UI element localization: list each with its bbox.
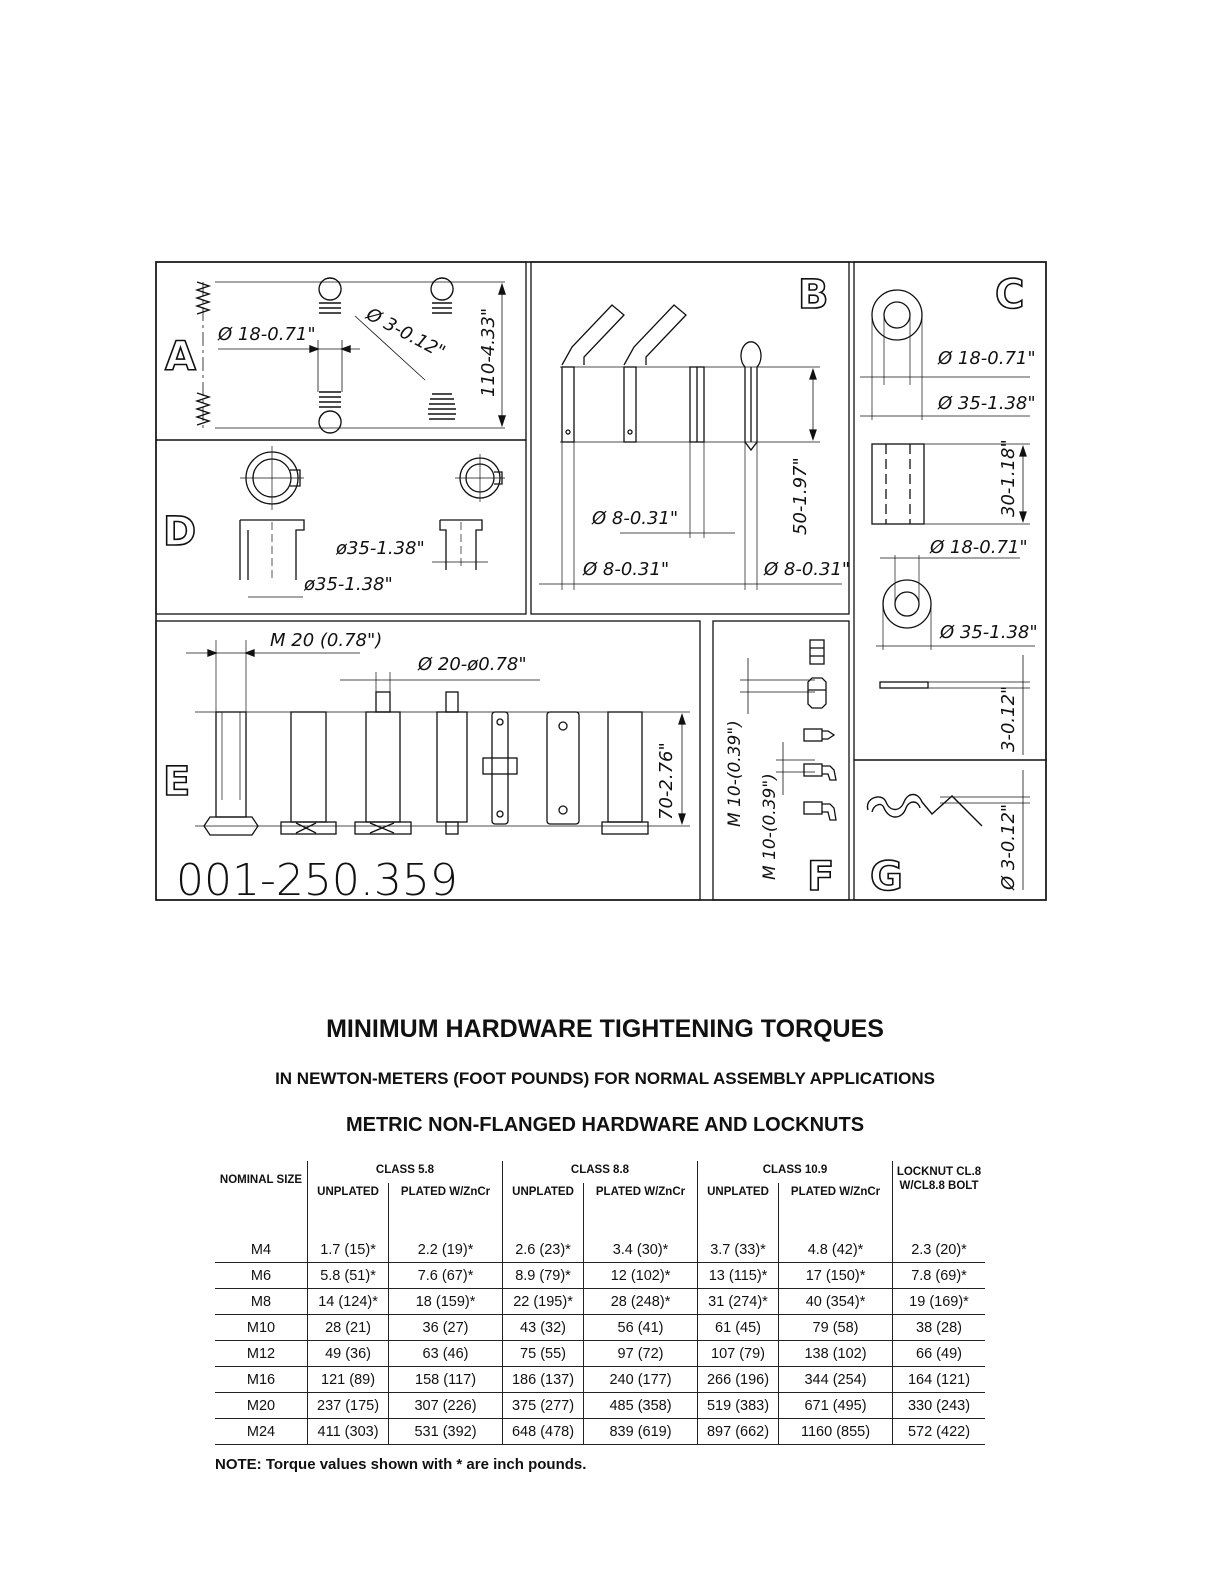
dim-d-1: ø35-1.38": [336, 538, 425, 559]
torque-cell: 3.7 (33)*: [697, 1237, 778, 1263]
torque-cell: 3.4 (30)*: [584, 1237, 698, 1263]
torque-cell: 18 (159)*: [389, 1289, 503, 1315]
dim-a-1: Ø 18-0.71": [218, 324, 316, 345]
torque-cell: 572 (422): [893, 1419, 986, 1445]
torque-cell: 2.2 (19)*: [389, 1237, 503, 1263]
torque-cell: 56 (41): [584, 1315, 698, 1341]
dim-e-2: Ø 20-ø0.78": [418, 654, 527, 675]
header-5-8-plated: PLATED W/ZnCr: [389, 1183, 503, 1237]
dim-b-2: Ø 8-0.31": [583, 559, 670, 580]
section-c-letter: C: [995, 272, 1025, 318]
dim-c-5: Ø 35-1.38": [940, 622, 1038, 643]
torque-cell: 375 (277): [502, 1393, 583, 1419]
torque-cell: 330 (243): [893, 1393, 986, 1419]
table-row: [215, 1315, 985, 1341]
size-cell: M6: [215, 1263, 308, 1289]
size-cell: M20: [215, 1393, 308, 1419]
section-g-letter: G: [870, 854, 903, 900]
dim-c-3: 30-1.18": [998, 439, 1019, 517]
torque-cell: 75 (55): [502, 1341, 583, 1367]
torque-cell: 671 (495): [779, 1393, 893, 1419]
torque-cell: 22 (195)*: [502, 1289, 583, 1315]
size-cell: M12: [215, 1341, 308, 1367]
torque-cell: 1160 (855): [779, 1419, 893, 1445]
size-cell: M24: [215, 1419, 308, 1445]
torque-cell: 49 (36): [308, 1341, 389, 1367]
torque-cell: 138 (102): [779, 1341, 893, 1367]
torque-cell: 8.9 (79)*: [502, 1263, 583, 1289]
dim-e-1: M 20 (0.78"): [270, 630, 383, 651]
table-row: [215, 1289, 985, 1315]
dim-c-6: 3-0.12": [998, 685, 1019, 752]
table-row: [215, 1393, 985, 1419]
dim-a-3: 110-4.33": [478, 307, 499, 397]
torque-cell: 839 (619): [584, 1419, 698, 1445]
section-d-letter: D: [163, 509, 197, 555]
torque-cell: 2.3 (20)*: [893, 1237, 986, 1263]
dim-b-4: 50-1.97": [790, 457, 811, 535]
dim-c-2: Ø 35-1.38": [938, 393, 1036, 414]
torque-cell: 28 (21): [308, 1315, 389, 1341]
dim-b-1: Ø 8-0.31": [592, 508, 679, 529]
section-f-fittings: [740, 640, 836, 820]
torque-cell: 31 (274)*: [697, 1289, 778, 1315]
torque-cell: 17 (150)*: [779, 1263, 893, 1289]
header-locknut: LOCKNUT CL.8 W/CL8.8 BOLT: [893, 1161, 986, 1237]
size-cell: M8: [215, 1289, 308, 1315]
torque-cell: 14 (124)*: [308, 1289, 389, 1315]
torque-subtitle: IN NEWTON-METERS (FOOT POUNDS) FOR NORMAL ASSEMBLY APPLICATIONS: [275, 1069, 935, 1088]
torque-cell: 897 (662): [697, 1419, 778, 1445]
torque-cell: 266 (196): [697, 1367, 778, 1393]
torque-subtitle-2: METRIC NON-FLANGED HARDWARE AND LOCKNUTS: [345, 1114, 865, 1136]
torque-cell: 13 (115)*: [697, 1263, 778, 1289]
table-row: [215, 1419, 985, 1445]
torque-title: MINIMUM HARDWARE TIGHTENING TORQUES: [326, 1015, 884, 1043]
size-cell: M10: [215, 1315, 308, 1341]
torque-cell: 2.6 (23)*: [502, 1237, 583, 1263]
dim-f-1: M 10-(0.39"): [725, 720, 745, 827]
torque-cell: 158 (117): [389, 1367, 503, 1393]
dim-b-3: Ø 8-0.31": [764, 559, 851, 580]
torque-cell: 648 (478): [502, 1419, 583, 1445]
torque-cell: 107 (79): [697, 1341, 778, 1367]
torque-cell: 40 (354)*: [779, 1289, 893, 1315]
torque-cell: 61 (45): [697, 1315, 778, 1341]
table-row: [215, 1263, 985, 1289]
size-cell: M16: [215, 1367, 308, 1393]
torque-cell: 79 (58): [779, 1315, 893, 1341]
dim-a-2: Ø 3-0.12": [362, 303, 449, 363]
part-number: 001-250.359: [176, 855, 458, 906]
torque-cell: 7.8 (69)*: [893, 1263, 986, 1289]
torque-note: NOTE: Torque values shown with * are inch pounds.: [215, 1456, 587, 1473]
section-b-letter: B: [798, 272, 829, 318]
torque-cell: 411 (303): [308, 1419, 389, 1445]
header-8-8-plated: PLATED W/ZnCr: [584, 1183, 698, 1237]
header-class-8-8: CLASS 8.8: [502, 1161, 697, 1183]
torque-table-body: [215, 1237, 985, 1445]
section-e-letter: E: [163, 759, 191, 805]
torque-cell: 7.6 (67)*: [389, 1263, 503, 1289]
torque-cell: 519 (383): [697, 1393, 778, 1419]
dim-d-2: ø35-1.38": [304, 574, 393, 595]
size-cell: M4: [215, 1237, 308, 1263]
torque-cell: 19 (169)*: [893, 1289, 986, 1315]
torque-cell: 307 (226): [389, 1393, 503, 1419]
torque-cell: 237 (175): [308, 1393, 389, 1419]
section-b-pins: [539, 305, 842, 590]
torque-cell: 186 (137): [502, 1367, 583, 1393]
torque-cell: 36 (27): [389, 1315, 503, 1341]
table-row: [215, 1367, 985, 1393]
torque-cell: 4.8 (42)*: [779, 1237, 893, 1263]
torque-cell: 12 (102)*: [584, 1263, 698, 1289]
torque-cell: 485 (358): [584, 1393, 698, 1419]
torque-cell: 531 (392): [389, 1419, 503, 1445]
section-f-letter: F: [807, 854, 835, 900]
torque-cell: 121 (89): [308, 1367, 389, 1393]
header-class-10-9: CLASS 10.9: [697, 1161, 892, 1183]
header-10-9-unplated: UNPLATED: [697, 1183, 778, 1237]
dim-c-1: Ø 18-0.71": [938, 348, 1036, 369]
torque-cell: 344 (254): [779, 1367, 893, 1393]
torque-cell: 164 (121): [893, 1367, 986, 1393]
torque-cell: 28 (248)*: [584, 1289, 698, 1315]
torque-cell: 240 (177): [584, 1367, 698, 1393]
torque-cell: 38 (28): [893, 1315, 986, 1341]
dim-c-4: Ø 18-0.71": [930, 537, 1028, 558]
section-a-springs: [197, 278, 505, 433]
dim-g-1: Ø 3-0.12": [998, 803, 1019, 890]
torque-table: [215, 1161, 985, 1445]
header-8-8-unplated: UNPLATED: [502, 1183, 583, 1237]
torque-cell: 1.7 (15)*: [308, 1237, 389, 1263]
table-row: [215, 1341, 985, 1367]
section-a-letter: A: [165, 334, 196, 380]
table-row: [215, 1237, 985, 1263]
header-class-5-8: CLASS 5.8: [308, 1161, 503, 1183]
torque-cell: 43 (32): [502, 1315, 583, 1341]
header-nominal-size: NOMINAL SIZE: [219, 1174, 303, 1186]
dim-f-2: M 10-(0.39"): [760, 773, 780, 880]
torque-cell: 97 (72): [584, 1341, 698, 1367]
torque-cell: 63 (46): [389, 1341, 503, 1367]
header-10-9-plated: PLATED W/ZnCr: [779, 1183, 893, 1237]
dim-e-3: 70-2.76": [656, 742, 677, 820]
torque-cell: 66 (49): [893, 1341, 986, 1367]
header-5-8-unplated: UNPLATED: [308, 1183, 389, 1237]
torque-cell: 5.8 (51)*: [308, 1263, 389, 1289]
